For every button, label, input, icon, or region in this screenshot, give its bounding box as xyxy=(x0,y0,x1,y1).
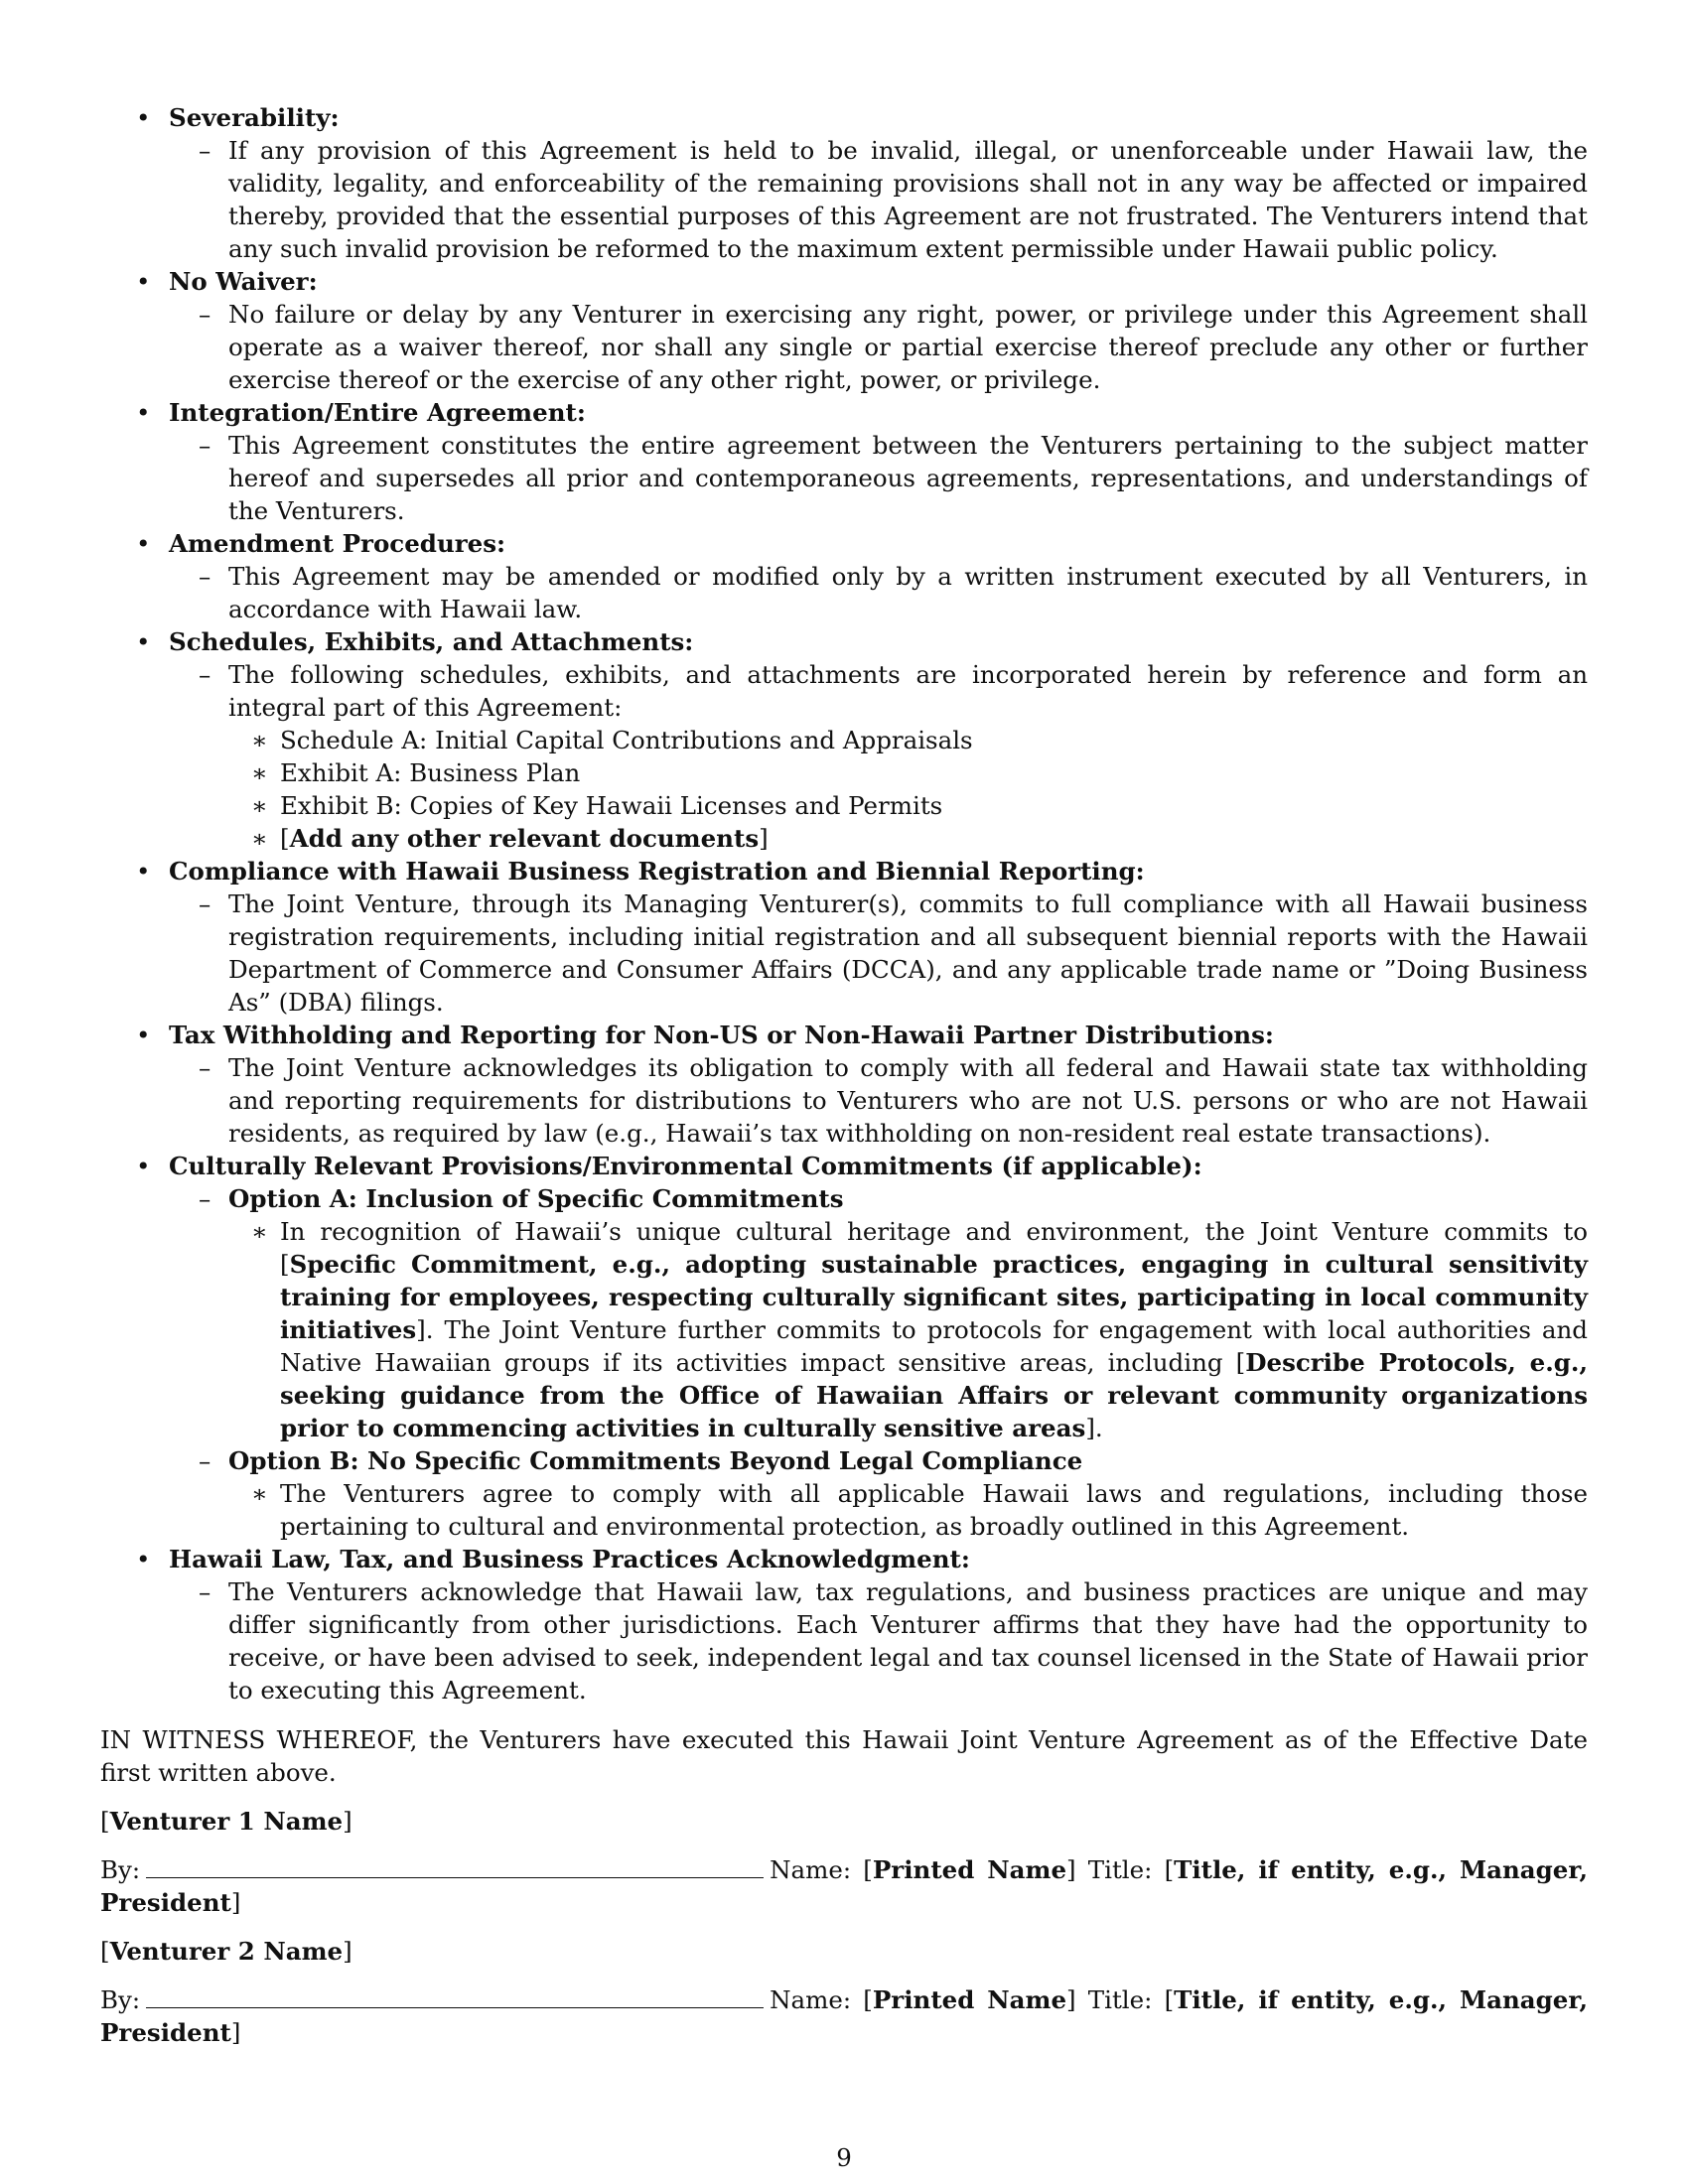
bullet-mark: • xyxy=(136,398,151,427)
section-heading: Schedules, Exhibits, and Attachments: xyxy=(169,627,694,656)
option-b xyxy=(100,1444,1588,1477)
schedule-item-text: Exhibit A: Business Plan xyxy=(280,758,581,787)
section-text: The following schedules, exhibits, and attachments are incorporated herein by reference and form an integral part of this Agreement: xyxy=(228,660,1588,722)
asterisk-mark: ∗ xyxy=(251,1217,268,1246)
title-label: Title: xyxy=(1087,1985,1153,2014)
dash-mark: – xyxy=(199,1446,211,1475)
list-item-no-waiver xyxy=(100,265,1588,298)
dash-mark: – xyxy=(199,431,211,460)
section-text: If any provision of this Agreement is held to be invalid, illegal, or unenforceable under Hawaii law, the validity, legality, and enforceability of the remaining provisions shall not in any way be affected or impaired thereby, provided that the essential purposes of this Agreement are not frustrated. The Venturers intend that any such invalid provision be reformed to the maximum extent permissible under Hawaii public policy. xyxy=(228,136,1588,263)
signature-line[interactable] xyxy=(146,1987,764,2008)
schedule-item-text: Exhibit B: Copies of Key Hawaii Licenses and Permits xyxy=(280,791,943,820)
section-text: The Joint Venture, through its Managing Venturer(s), commits to full compliance with all Hawaii business registration requirements, including initial registration and all subsequent biennial reports with the Hawaii Department of Commerce and Consumer Affairs (DCCA), and any applicable trade name or ”Doing Business As” (DBA) filings. xyxy=(228,889,1588,1017)
list-subitem xyxy=(100,298,1588,396)
asterisk-mark: ∗ xyxy=(251,726,268,754)
list-subitem xyxy=(100,1575,1588,1706)
provisions-list xyxy=(100,101,1588,1706)
section-text: This Agreement may be amended or modified only by a written instrument executed by all Venturers, in accordance with Hawaii law. xyxy=(228,562,1588,623)
name-label: Name: xyxy=(770,1985,852,2014)
name-label: Name: xyxy=(770,1855,852,1884)
list-subitem xyxy=(100,429,1588,527)
placeholder-bracket: [ xyxy=(280,824,290,853)
list-item-integration xyxy=(100,396,1588,429)
list-subitem xyxy=(100,887,1588,1019)
dash-mark: – xyxy=(199,660,211,689)
asterisk-mark: ∗ xyxy=(251,791,268,820)
asterisk-mark: ∗ xyxy=(251,758,268,787)
list-item-acknowledgment xyxy=(100,1543,1588,1575)
witness-clause: IN WITNESS WHEREOF, the Venturers have executed this Hawaii Joint Venture Agreement as of the Effective Date first written above. xyxy=(100,1725,1588,1787)
bullet-mark: • xyxy=(136,103,151,132)
page-content xyxy=(100,101,1588,2049)
bullet-mark: • xyxy=(136,627,151,656)
bullet-mark: • xyxy=(136,1152,151,1180)
title-placeholder: Title, if entity, e.g., Manager, President xyxy=(100,1985,1589,2047)
list-item-amendment xyxy=(100,527,1588,560)
list-item-schedules xyxy=(100,625,1588,658)
section-heading: Compliance with Hawaii Business Registration and Biennial Reporting: xyxy=(169,857,1145,886)
dash-mark: – xyxy=(199,1577,211,1606)
page-number: 9 xyxy=(836,2143,852,2172)
printed-name-placeholder: Printed Name xyxy=(872,1985,1067,2014)
option-heading: Option B: No Specific Commitments Beyond Legal Compliance xyxy=(228,1446,1083,1475)
section-heading: Integration/Entire Agreement: xyxy=(169,398,586,427)
list-item-tax xyxy=(100,1019,1588,1051)
dash-mark: – xyxy=(199,300,211,329)
section-heading: Hawaii Law, Tax, and Business Practices Acknowledgment: xyxy=(169,1545,970,1573)
option-b-detail xyxy=(100,1477,1588,1543)
dash-mark: – xyxy=(199,1053,211,1082)
bullet-mark: • xyxy=(136,529,151,558)
bullet-mark: • xyxy=(136,267,151,296)
option-heading: Option A: Inclusion of Specific Commitments xyxy=(228,1184,844,1213)
bullet-mark: • xyxy=(136,1021,151,1049)
schedule-item xyxy=(100,756,1588,789)
bullet-mark: • xyxy=(136,857,151,886)
list-item-severability xyxy=(100,101,1588,134)
schedule-item-text: Schedule A: Initial Capital Contributions and Appraisals xyxy=(280,726,973,754)
placeholder-other-documents: Add any other relevant documents xyxy=(289,824,760,853)
section-heading: No Waiver: xyxy=(169,267,318,296)
list-item-cultural xyxy=(100,1150,1588,1182)
asterisk-mark: ∗ xyxy=(251,824,268,853)
schedule-item xyxy=(100,724,1588,756)
title-placeholder: Title, if entity, e.g., Manager, President xyxy=(100,1855,1589,1917)
list-subitem xyxy=(100,658,1588,724)
option-a-text: In recognition of Hawaii’s unique cultural heritage and environment, the Joint Venture commits to [Specific Commitment, e.g., adopting sustainable practices, engaging in cultural sensitivity training for employees, respecting culturally significant sites, participating in local community initiatives]. The Joint Venture further commits to protocols for engagement with local authorities and Native Hawaiian groups if its activities impact sensitive areas, including [Describe Protocols, e.g., seeking guidance from the Office of Hawaiian Affairs or relevant community organizations prior to commencing activities in culturally sensitive areas]. xyxy=(280,1217,1588,1442)
schedule-item xyxy=(100,789,1588,822)
list-subitem xyxy=(100,560,1588,625)
bullet-mark: • xyxy=(136,1545,151,1573)
section-heading: Culturally Relevant Provisions/Environmental Commitments (if applicable): xyxy=(169,1152,1202,1180)
section-heading: Amendment Procedures: xyxy=(169,529,506,558)
printed-name-placeholder: Printed Name xyxy=(872,1855,1067,1884)
signature-line[interactable] xyxy=(146,1857,764,1878)
title-label: Title: xyxy=(1087,1855,1153,1884)
signature-block-1: By: Name: [Printed Name] Title: [Title, if entity, e.g., Manager, President] xyxy=(100,1855,1589,1917)
option-b-text: The Venturers agree to comply with all applicable Hawaii laws and regulations, including those pertaining to cultural and environmental protection, as broadly outlined in this Agreement. xyxy=(280,1479,1588,1541)
placeholder-describe-protocols: Describe Protocols, e.g., seeking guidance from the Office of Hawaiian Affairs or relevant community organizations prior to commencing activities in culturally sensitive areas xyxy=(280,1348,1588,1442)
signature-block-2: By: Name: [Printed Name] Title: [Title, if entity, e.g., Manager, President] xyxy=(100,1985,1589,2047)
option-a-detail xyxy=(100,1215,1588,1444)
placeholder-specific-commitment: Specific Commitment, e.g., adopting sustainable practices, engaging in cultural sensitivity training for employees, respecting culturally significant sites, participating in local community initiatives xyxy=(280,1250,1588,1344)
list-subitem xyxy=(100,134,1588,265)
venturer-1-heading: [Venturer 1 Name] xyxy=(100,1807,352,1836)
venturer-2-heading: [Venturer 2 Name] xyxy=(100,1937,352,1966)
section-text: The Venturers acknowledge that Hawaii law, tax regulations, and business practices are unique and may differ significantly from other jurisdictions. Each Venturer affirms that they have had the opportunity to receive, or have been advised to seek, independent legal and tax counsel licensed in the State of Hawaii prior to executing this Agreement. xyxy=(228,1577,1588,1705)
section-heading: Tax Withholding and Reporting for Non-US or Non-Hawaii Partner Distributions: xyxy=(169,1021,1274,1049)
option-a xyxy=(100,1182,1588,1215)
dash-mark: – xyxy=(199,136,211,165)
asterisk-mark: ∗ xyxy=(251,1479,268,1508)
list-subitem xyxy=(100,1051,1588,1150)
by-label: By: xyxy=(100,1985,141,2014)
section-text: No failure or delay by any Venturer in exercising any right, power, or privilege under this Agreement shall operate as a waiver thereof, nor shall any single or partial exercise thereof preclude any other or further exercise thereof or the exercise of any other right, power, or privilege. xyxy=(228,300,1588,394)
dash-mark: – xyxy=(199,562,211,591)
section-text: The Joint Venture acknowledges its obligation to comply with all federal and Hawaii state tax withholding and reporting requirements for distributions to Venturers who are not U.S. persons or who are not Hawaii residents, as required by law (e.g., Hawaii’s tax withholding on non-resident real estate transactions). xyxy=(228,1053,1588,1148)
section-heading: Severability: xyxy=(169,103,340,132)
dash-mark: – xyxy=(199,1184,211,1213)
dash-mark: – xyxy=(199,889,211,918)
section-text: This Agreement constitutes the entire agreement between the Venturers pertaining to the subject matter hereof and supersedes all prior and contemporaneous agreements, representations, and understandings of the Venturers. xyxy=(228,431,1588,525)
schedule-item: ∗ [Add any other relevant documents] xyxy=(251,824,769,853)
by-label: By: xyxy=(100,1855,141,1884)
list-item-compliance xyxy=(100,855,1588,887)
